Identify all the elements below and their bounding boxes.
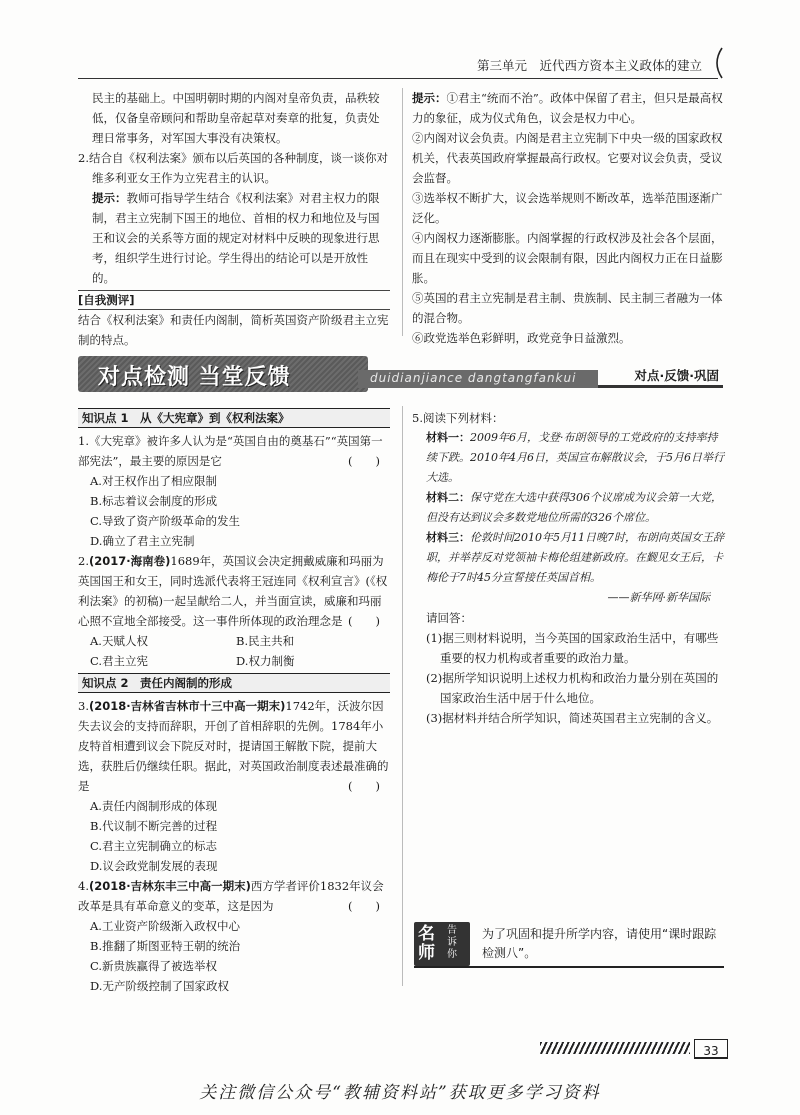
question-source: (2018·吉林省吉林市十三中高一期末): [88, 699, 286, 713]
material-source: ——新华网·新华国际: [607, 591, 710, 604]
material-3: [412, 528, 724, 588]
option-b[interactable]: B.推翻了斯图亚特王朝的统治: [90, 939, 241, 953]
teacher-badge-small: 告诉你: [447, 925, 457, 960]
option-row: [78, 651, 390, 671]
header-bracket-icon: [712, 46, 728, 80]
answer-point-3: ③选举权不断扩大，议会选举规则不断改革，选举范围逐渐广泛化。: [412, 191, 723, 225]
option-a[interactable]: A.工业资产阶级渐入政权中心: [90, 919, 240, 933]
banner-strip: [358, 370, 598, 388]
section-banner: [78, 356, 723, 392]
header-rule: [78, 78, 718, 79]
option-c[interactable]: C.导致了资产阶级革命的发生: [90, 514, 241, 528]
question-3: [78, 696, 390, 876]
banner-title-box: [78, 356, 368, 392]
material-1-label: 材料一：: [426, 431, 470, 444]
question-1-stem-text: 1.《大宪章》被许多人认为是“英国自由的奠基石”“英国第一部宪法”，最主要的原因是它: [78, 434, 383, 468]
material-1: [412, 428, 724, 488]
material-2-text: 保守党在大选中获得306个议席成为议会第一大党，但没有达到议会多数党地位所需的326个席位。: [426, 491, 722, 524]
teacher-tip-box: [414, 922, 724, 968]
question-5-stem: 5.阅读下列材料：: [412, 411, 504, 425]
discussion-hint: [78, 188, 390, 288]
option-c[interactable]: C.新贵族赢得了被选举权: [90, 959, 218, 973]
banner-pinyin: duidianjiance dangtangfankui: [370, 371, 577, 385]
self-eval-heading: [78, 290, 390, 310]
knowledge-point-1: 知识点 1 从《大宪章》到《权利法案》: [78, 408, 390, 428]
top-left-column: [78, 88, 390, 350]
option-d[interactable]: D.议会政党制发展的表现: [90, 859, 218, 873]
question-2: [78, 551, 390, 671]
hint-label: 提示：: [92, 191, 127, 205]
material-2-label: 材料二：: [426, 491, 470, 504]
banner-strip-end: [598, 385, 723, 388]
lower-left-column: [78, 406, 390, 996]
discussion-question-2: 2.结合自《权利法案》颁布以后英国的各种制度，谈一谈你对维多利亚女王作为立宪君主的认识。: [78, 151, 388, 185]
banner-tag: 对点·反馈·巩固: [634, 368, 719, 383]
question-2-stem: [78, 551, 390, 631]
question-3-stem: [78, 696, 390, 796]
page-header: [440, 48, 730, 78]
option-d[interactable]: D.权力制衡: [236, 654, 295, 668]
answer-point-1: [412, 88, 724, 128]
teacher-badge-big: 名师: [418, 924, 435, 963]
answer-paren: ( ): [348, 454, 380, 468]
option-b[interactable]: B.代议制不断完善的过程: [90, 819, 218, 833]
please-answer: 请回答：: [426, 611, 472, 625]
sub-question-1: (1)据三则材料说明，当今英国的国家政治生活中，有哪些重要的权力机构或者重要的政治力量。: [426, 631, 719, 665]
page-number-bar: [540, 1040, 728, 1056]
question-4-stem: [78, 876, 390, 916]
answer-point-5: ⑤英国的君主立宪制是君主制、贵族制、民主制三者融为一体的混合物。: [412, 291, 723, 325]
sub-question-2: (2)据所学知识说明上述权力机构和政治力量分别在英国的国家政治生活中居于什么地位。: [426, 671, 719, 705]
option-d[interactable]: D.无产阶级控制了国家政权: [90, 979, 229, 993]
lower-right-column: [412, 408, 724, 728]
question-4-stem-text: 西方学者评价1832年议会改革是具有革命意义的变革，这是因为: [78, 879, 384, 913]
page-number: 33: [703, 1044, 719, 1058]
answer-paren: ( ): [348, 899, 380, 913]
footer-note: 关注微信公众号“教辅资料站”获取更多学习资料: [199, 1083, 601, 1103]
self-eval-heading-text: [自我测评]: [78, 293, 135, 307]
option-a[interactable]: A.天赋人权: [90, 634, 148, 648]
unit-title: 第三单元 近代西方资本主义政体的建立: [476, 58, 702, 73]
answer-hint-label: 提示：: [412, 91, 447, 105]
option-a[interactable]: A.责任内阁制形成的体现: [90, 799, 217, 813]
column-divider-lower: [402, 406, 403, 986]
option-c[interactable]: C.君主立宪制确立的标志: [90, 839, 218, 853]
question-4: [78, 876, 390, 996]
answer-point-1-text: ①君主“统而不治”。政体中保留了君主，但只是最高权力的象征，成为仪式角色，议会是权力中心。: [412, 91, 723, 125]
sub-question-3: (3)据材料并结合所学知识，简述英国君主立宪制的含义。: [426, 711, 719, 725]
question-1: [78, 431, 390, 551]
question-number: 3.: [78, 699, 89, 713]
answer-paren: ( ): [348, 614, 380, 628]
option-b[interactable]: B.民主共和: [236, 634, 295, 648]
option-row: [78, 631, 390, 651]
question-number: 4.: [78, 879, 89, 893]
teacher-tip-text: 为了巩固和提升所学内容，请使用“课时跟踪检测八”。: [482, 927, 717, 960]
self-eval-question: 结合《权利法案》和责任内阁制，简析英国资产阶级君主立宪制的特点。: [78, 313, 389, 347]
page-number-hatching: [540, 1042, 690, 1054]
answer-point-4: ④内阁权力逐渐膨胀。内阁掌握的行政权涉及社会各个层面，而且在现实中受到的议会限制有限，因此内阁权力正在日益膨胀。: [412, 231, 723, 285]
question-source: (2017·海南卷): [88, 554, 171, 568]
material-3-label: 材料三：: [426, 531, 470, 544]
material-2: [412, 488, 724, 528]
column-divider-top: [402, 88, 403, 336]
answer-paren: ( ): [348, 779, 380, 793]
teacher-badge: [414, 922, 470, 966]
question-3-stem-text: 1742年，沃波尔因失去议会的支持而辞职，开创了首相辞职的先例。1784年小皮特首相遭到议会下院反对时，提请国王解散下院，提前大选，获胜后仍继续任职。据此，对英国政治制度表述最准确的是: [78, 699, 389, 793]
page-number-box: [694, 1039, 728, 1059]
continued-paragraph: 民主的基础上。中国明朝时期的内阁对皇帝负责，品秩较低，仅备皇帝顾问和帮助皇帝起草对奏章的批复，负责处理日常事务，对军国大事没有决策权。: [92, 91, 380, 145]
banner-title: 对点检测 当堂反馈: [98, 365, 291, 390]
material-1-text: 2009年6月，戈登·布朗领导的工党政府的支持率持续下跌。2010年4月6日，英国宣布解散议会，于5月6日举行大选。: [426, 431, 724, 484]
question-source: (2018·吉林东丰三中高一期末): [88, 879, 251, 893]
answer-point-2: ②内阁对议会负责。内阁是君主立宪制下中央一级的国家政权机关，代表英国政府掌握最高行政权。它要对议会负责，受议会监督。: [412, 131, 723, 185]
question-2-stem-text: 1689年，英国议会决定拥戴威廉和玛丽为英国国王和女王，同时选派代表将王冠连同《权利宣言》(《权利法案》的初稿)一起呈献给二人，并当面宣读，威廉和玛丽心照不宣地全部接受。这一事件所体现的政治理念是: [78, 554, 388, 628]
option-b[interactable]: B.标志着议会制度的形成: [90, 494, 218, 508]
top-right-column: [412, 88, 724, 348]
option-c[interactable]: C.君主立宪: [90, 654, 149, 668]
option-d[interactable]: D.确立了君主立宪制: [90, 534, 195, 548]
option-a[interactable]: A.对王权作出了相应限制: [90, 474, 217, 488]
question-number: 2.: [78, 554, 89, 568]
knowledge-point-2: 知识点 2 责任内阁制的形成: [78, 673, 390, 693]
question-1-stem: [78, 431, 390, 471]
material-3-text: 伦敦时间2010年5月11日晚7时，布朗向英国女王辞职，并举荐反对党领袖卡梅伦组建新政府。在觐见女王后，卡梅伦于7时45分宣誓接任英国首相。: [426, 531, 724, 584]
answer-point-6: ⑥政党选举色彩鲜明，政党竞争日益激烈。: [412, 331, 631, 345]
hint-text: 教师可指导学生结合《权利法案》对君主权力的限制，君主立宪制下国王的地位、首相的权力和地位及与国王和议会的关系等方面的规定对材料中反映的现象进行思考，组织学生进行讨论。学生得出的结论可以是开放性的。: [92, 191, 380, 285]
